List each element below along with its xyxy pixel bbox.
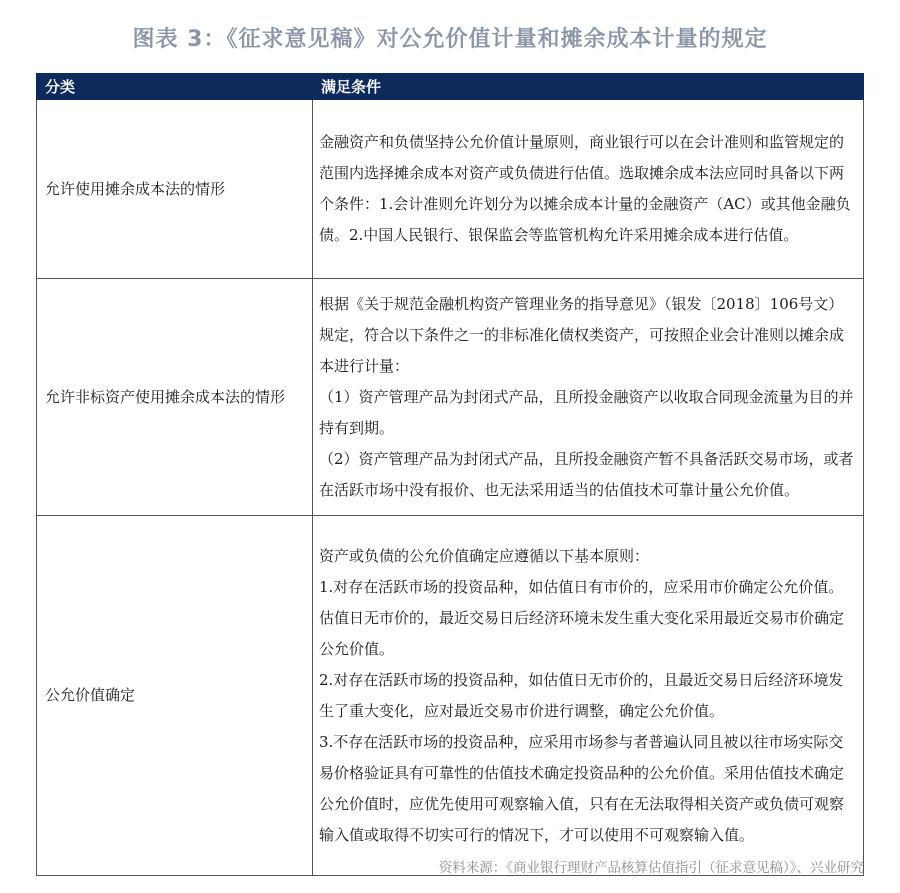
table-row bbox=[37, 279, 864, 516]
condition-paragraph: 根据《关于规范金融机构资产管理业务的指导意见》（银发〔2018〕106号文）规定，符合以下条件之一的非标准化债权类资产，可按照企业会计准则以摊余成本进行计量： bbox=[319, 294, 845, 375]
row-category: 公允价值确定 bbox=[37, 516, 313, 876]
source-note: 资料来源：《商业银行理财产品核算估值指引（征求意见稿）》、兴业研究 bbox=[438, 860, 864, 876]
condition-paragraph: 3.不存在活跃市场的投资品种，应采用市场参与者普遍认同且被以往市场实际交易价格验证具有可靠性的估值技术确定投资品种的公允价值。采用估值技术确定公允价值时，应优先使用可观察输入值，只有在无法取得相关资产或负债可观察输入值或取得不切实可行的情况下，才可以使用不可观察输入值。 bbox=[319, 732, 845, 844]
figure-title: 图表 3：《征求意见稿》对公允价值计量和摊余成本计量的规定 bbox=[132, 27, 768, 52]
condition-paragraph: 2.对存在活跃市场的投资品种，如估值日无市价的，且最近交易日后经济环境发生了重大变化，应对最近交易市价进行调整，确定公允价值。 bbox=[319, 670, 844, 720]
table-row bbox=[37, 516, 864, 876]
rules-table bbox=[36, 73, 864, 876]
row-category: 允许非标资产使用摊余成本法的情形 bbox=[37, 279, 313, 516]
row-conditions bbox=[313, 100, 864, 279]
condition-paragraph: （1）资产管理产品为封闭式产品，且所投金融资产以收取合同现金流量为目的并持有到期。 bbox=[319, 387, 854, 437]
header-category: 分类 bbox=[37, 74, 313, 100]
condition-paragraph: 资产或负债的公允价值确定应遵循以下基本原则： bbox=[319, 546, 650, 565]
condition-paragraph: 1.对存在活跃市场的投资品种，如估值日有市价的，应采用市价确定公允价值。估值日无市价的，最近交易日后经济环境未发生重大变化采用最近交易市价确定公允价值。 bbox=[319, 577, 845, 658]
condition-paragraph: 金融资产和负债坚持公允价值计量原则，商业银行可以在会计准则和监管规定的范围内选择摊余成本对资产或负债进行估值。选取摊余成本法应同时具备以下两个条件：1.会计准则允许划分为以摊余成本计量的金融资产（AC）或其他金融负债。2.中国人民银行、银保监会等监管机构允许采用摊余成本进行估值。 bbox=[319, 133, 851, 244]
table-row bbox=[37, 100, 864, 279]
row-conditions bbox=[313, 279, 864, 516]
header-conditions: 满足条件 bbox=[313, 74, 864, 100]
table-header-row bbox=[37, 74, 864, 100]
condition-paragraph: （2）资产管理产品为封闭式产品，且所投金融资产暂不具备活跃交易市场，或者在活跃市场中没有报价、也无法采用适当的估值技术可靠计量公允价值。 bbox=[319, 449, 854, 499]
row-conditions bbox=[313, 516, 864, 876]
row-category: 允许使用摊余成本法的情形 bbox=[37, 100, 313, 279]
